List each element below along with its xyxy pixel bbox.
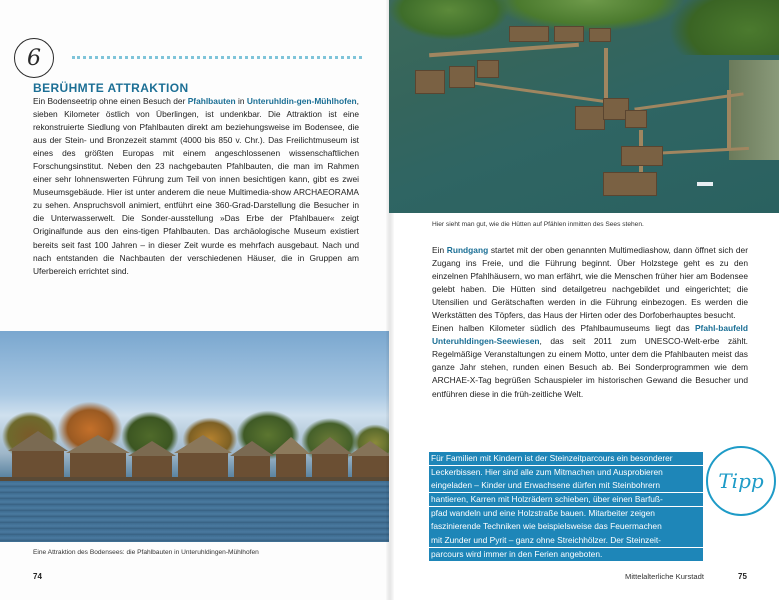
tipp-line: parcours wird immer in den Ferien angeboten. — [429, 548, 703, 561]
tipp-line: faszinierende Techniken wie beispielsweise das Feuermachen — [429, 520, 703, 533]
highlighted-keyword: Rundgang — [446, 245, 489, 255]
highlighted-keyword: Pfahlbauten — [187, 96, 236, 106]
text-run: Ein Bodenseetrip ohne einen Besuch der — [33, 96, 188, 106]
tipp-line: pfad wandeln und eine Holzstraße bauen. Mitarbeiter zeigen — [429, 507, 703, 520]
left-page — [0, 0, 389, 600]
chapter-number: 6 — [27, 45, 41, 71]
tipp-highlighted-text — [429, 452, 703, 562]
tipp-line: mit Zunder und Pyrit – ganz ohne Streichhölzer. Der Steinzeit- — [429, 534, 703, 547]
text-run: in — [235, 96, 247, 106]
lake-stilt-houses-photo — [0, 331, 389, 542]
right-body-text — [432, 244, 748, 401]
shore-buildings — [729, 60, 779, 160]
chapter-number-circle — [14, 38, 54, 78]
left-body-text — [33, 95, 359, 278]
shore-trees — [389, 0, 779, 55]
page-number-left: 74 — [33, 572, 42, 581]
paragraph-pfahlbaufeld — [432, 322, 748, 400]
right-photo-caption: Hier sieht man gut, wie die Hütten auf Pfählen inmitten des Sees stehen. — [432, 221, 644, 228]
highlighted-keyword: Unteruhldin-gen-Mühlhofen — [246, 96, 357, 106]
lake-water — [0, 481, 389, 542]
dotted-divider — [72, 56, 362, 59]
page-number-right: 75 — [738, 572, 747, 581]
paragraph-rundgang — [432, 244, 748, 322]
tipp-line: Für Familien mit Kindern ist der Steinzeitparcours ein besonderer — [429, 452, 703, 465]
aerial-stilt-village-photo — [389, 0, 779, 213]
text-run: startet mit der oben genannten Multimediashow, dann öffnet sich der Zugang ins Freie, und die Führung beginnt. Über Holzstege geht es zu den einzelnen Pfahlhäusern, wo man erfährt, wie die Menschen früher hier am Bodensee gelebt haben. Die Hütten sind detailgetreu nachgebildet und eingerichtet; die Utensilien und Gerätschaften werden in die Führung einbezogen. Es werden die Werkstätten des Töpfers, das Haus der Hirten oder des Dorfoberhauptes besucht. — [432, 245, 748, 321]
left-photo-caption: Eine Attraktion des Bodensees: die Pfahlbauten in Unteruhldingen-Mühlhofen — [33, 549, 259, 556]
tipp-line: Leckerbissen. Hier sind alle zum Mitmachen und Ausprobieren — [429, 466, 703, 479]
tipp-label: Tipp — [718, 469, 764, 493]
highlighted-keyword: Pfahl-baufeld Unteruhldingen-Seewiesen — [432, 323, 748, 347]
tipp-badge — [706, 446, 776, 516]
text-run: , das seit 2011 zum UNESCO-Welt-erbe zählt. Regelmäßige Veranstaltungen zu einem Motto, unter dem die Pfahlbauten meist das ganze Jahr stehen, runden einen Besuch ab. Bei Sonderprogrammen wie dem ARCHAE-X-Tag begrüßen Schauspieler im historischen Gewand die Besucher und entführen diese in die früh-zeitliche Welt. — [432, 336, 748, 399]
text-run: Einen halben Kilometer südlich des Pfahlbaumuseums liegt das — [432, 323, 695, 334]
running-head: Mittelalterliche Kurstadt — [625, 572, 704, 581]
tipp-line: hantieren, Karren mit Holzrädern schieben, über einen Barfuß- — [429, 493, 703, 506]
text-run: , sieben Kilometer östlich von Überlingen, ist undenkbar. Die Attraktion ist eine rekonstruierte Siedlung von Pfahlbauten direkt am beziehungsweise im Bodensee, die aus der Stein- und Bronzezeit stammt (4000 bis 850 v. Chr.). Das Freilichtmuseum ist eines des größten Europas mit einem angeschlossenen wissenschaftlichen Forschungsinstitut. Neben den 23 nachgebauten Pfahlbauten, die man im Rahmen einer sehr lohnenswerten Führung zum Teil von innen besichtigen kann, gibt es zwei Museumsgebäude. Hier ist unter anderem die neue Multimedia-show ARCHAEORAMA zu sehen. Anspruchsvoll animiert, entführt eine 360-Grad-Darstellung die Besucher in die Unterwasserwelt. Die Sonder-ausstellung »Das Erbe der Pfahlbauer« zeigt Originalfunde aus den eins-tigen Pfahlbauten. Das archäologische Museum existiert bereits seit fast 100 Jahren – in dieser Zeit wurde es mehrfach ausgebaut. Nach und nach entstanden die Nachbauten der verschiedenen Häuser, die in Gruppen am Uferbereich errichtet sind. — [33, 96, 359, 276]
section-heading: BERÜHMTE ATTRAKTION — [33, 81, 189, 95]
tipp-line: eingeladen – Kinder und Erwachsene dürfen mit Steinbohrern — [429, 479, 703, 492]
text-run: Ein — [432, 245, 447, 255]
